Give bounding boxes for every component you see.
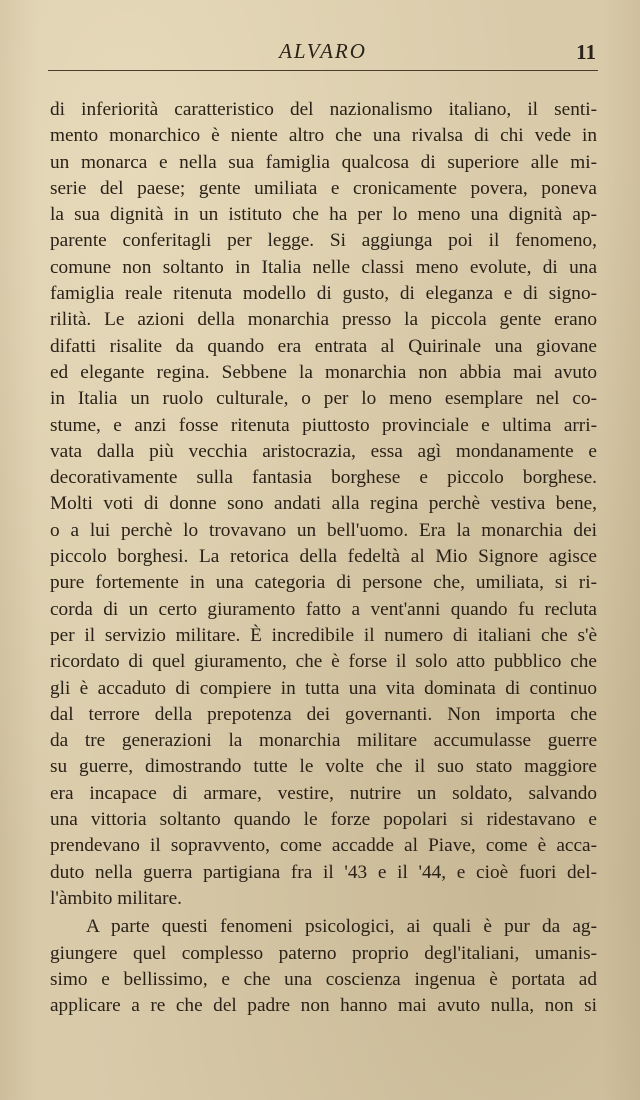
text-line: da tre generazioni la monarchia militare accumulasse guerre xyxy=(50,730,597,752)
text-line: simo e bellissimo, e che una coscienza ingenua è portata ad xyxy=(50,968,597,990)
text-line: serie del paese; gente umiliata e cronicamente povera, poneva xyxy=(50,177,597,199)
text-line: vata dalla più vecchia aristocrazia, essa agì mondanamente e xyxy=(50,440,597,462)
text-line: un monarca e nella sua famiglia qualcosa di superiore alle mi- xyxy=(50,151,597,173)
text-line: pure fortemente in una categoria di persone che, umiliata, si ri- xyxy=(50,572,597,594)
page-number: 11 xyxy=(576,40,596,64)
text-line: o a lui perchè lo trovavano un bell'uomo. Era la monarchia dei xyxy=(50,519,597,541)
text-line: Molti voti di donne sono andati alla regina perchè vestiva bene, xyxy=(50,493,597,515)
paragraph-2 xyxy=(50,914,597,1019)
text-line: dal terrore della prepotenza dei governanti. Non importa che xyxy=(50,703,597,725)
text-line: duto nella guerra partigiana fra il '43 e il '44, e cioè fuori del- xyxy=(50,861,597,883)
text-line: comune non soltanto in Italia nelle classi meno evolute, di una xyxy=(50,256,597,278)
text-line: giungere quel complesso paterno proprio degl'italiani, umanis- xyxy=(50,942,597,964)
text-line: parente conferitagli per legge. Si aggiunga poi il fenomeno, xyxy=(50,230,597,252)
text-line: famiglia reale ritenuta modello di gusto, di eleganza e di signo- xyxy=(50,283,597,305)
text-line: in Italia un ruolo culturale, o per lo meno esemplare nel co- xyxy=(50,388,597,410)
text-line: ed elegante regina. Sebbene la monarchia non abbia mai avuto xyxy=(50,361,597,383)
text-line: mento monarchico è niente altro che una rivalsa di chi vede in xyxy=(50,125,597,147)
text-line: corda di un certo giuramento fatto a vent'anni quando fu recluta xyxy=(50,598,597,620)
text-line: ricordato di quel giuramento, che è forse il solo atto pubblico che xyxy=(50,651,597,673)
text-line: l'àmbito militare. xyxy=(50,887,182,909)
text-line: su guerre, dimostrando tutte le volte che il suo stato maggiore xyxy=(50,756,597,778)
text-line: gli è accaduto di compiere in tutta una vita dominata di continuo xyxy=(50,677,597,699)
paragraph-1 xyxy=(50,97,597,912)
text-line: era incapace di armare, vestire, nutrire un soldato, salvando xyxy=(50,782,597,804)
text-line: per il servizio militare. È incredibile il numero di italiani che s'è xyxy=(50,624,597,646)
text-line: A parte questi fenomeni psicologici, ai quali è pur da ag- xyxy=(86,916,597,938)
text-line: stume, e anzi fosse ritenuta piuttosto provinciale e ultima arri- xyxy=(50,414,597,436)
text-line: rilità. Le azioni della monarchia presso la piccola gente erano xyxy=(50,309,597,331)
text-line: piccolo borghesi. La retorica della fedeltà al Mio Signore agisce xyxy=(50,546,597,568)
running-title: ALVARO xyxy=(279,39,367,63)
text-line: applicare a re che del padre non hanno mai avuto nulla, non si xyxy=(50,995,597,1017)
text-line: la sua dignità in un istituto che ha per lo meno una dignità ap- xyxy=(50,204,597,226)
text-line: prendevano il sopravvento, come accadde al Piave, come è acca- xyxy=(50,835,597,857)
text-line: decorativamente sulla fantasia borghese e piccolo borghese. xyxy=(50,467,597,489)
text-line: una vittoria soltanto quando le forze popolari si ridestavano e xyxy=(50,809,597,831)
running-head xyxy=(48,36,598,71)
body-text xyxy=(50,97,597,1019)
text-line: difatti risalite da quando era entrata al Quirinale una giovane xyxy=(50,335,597,357)
text-line: di inferiorità caratteristico del nazionalismo italiano, il senti- xyxy=(50,99,597,120)
